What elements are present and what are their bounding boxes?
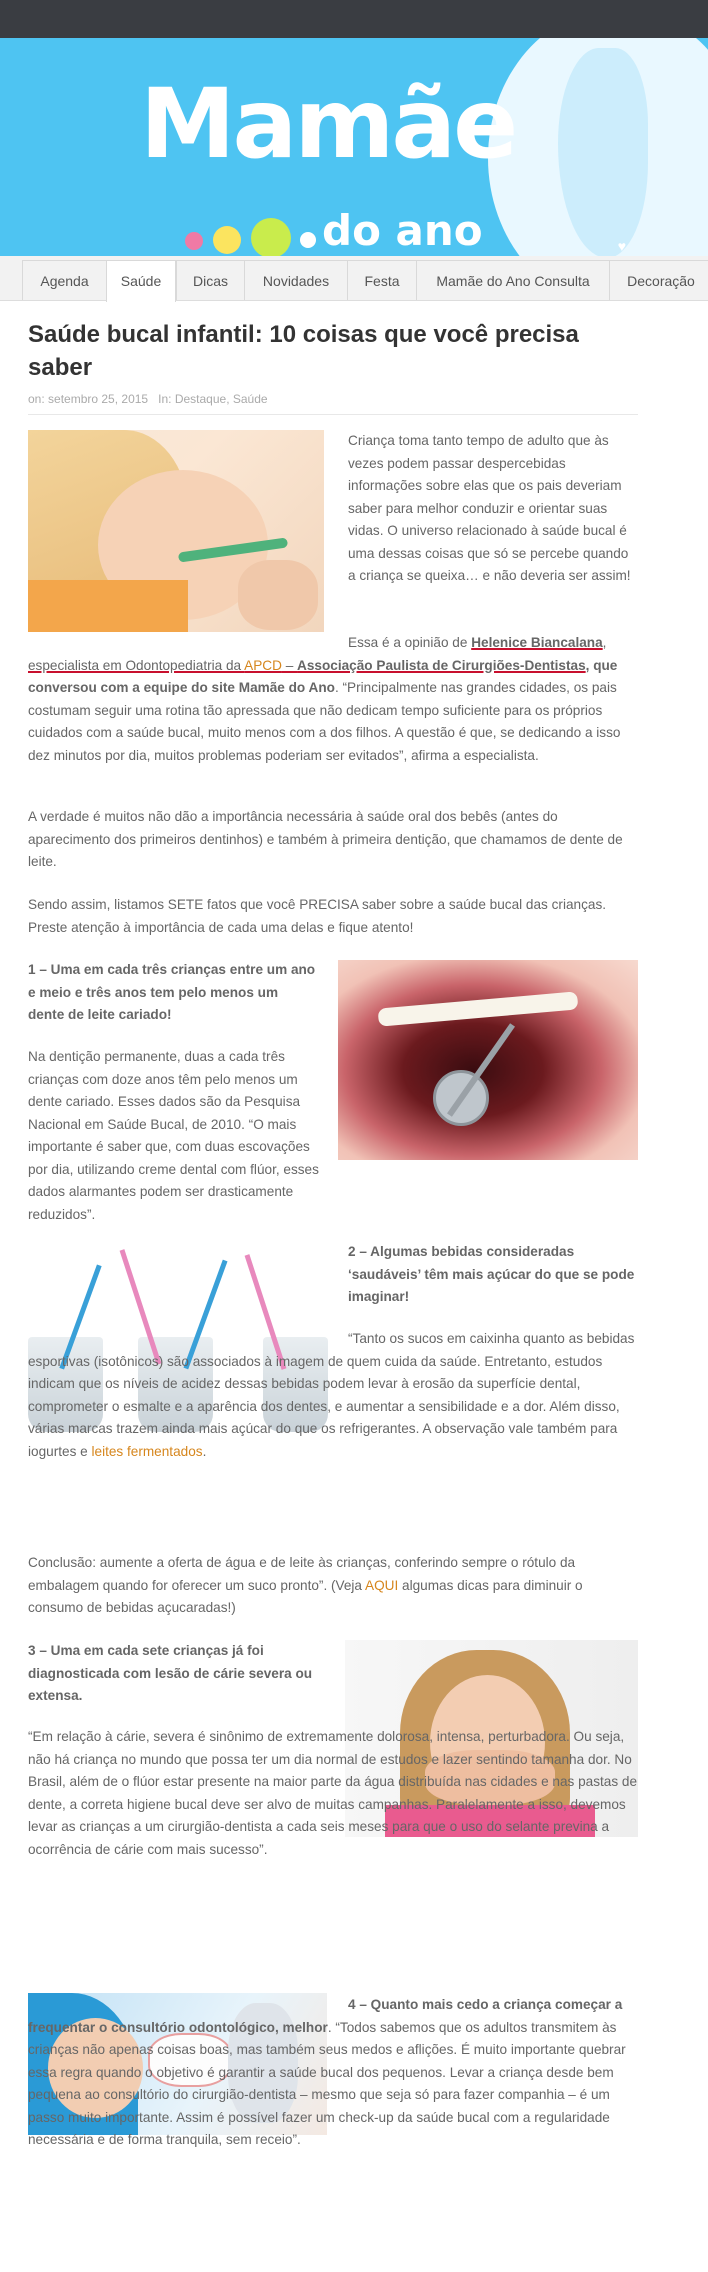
top-bar	[0, 0, 708, 38]
white-dot-icon	[300, 232, 316, 248]
nav-item-label: Decoração	[627, 273, 695, 289]
nav-item-mamae-do-ano-consulta[interactable]	[416, 260, 610, 300]
logo-title: Mamãe	[140, 68, 516, 180]
logo-subtitle: do ano	[322, 206, 483, 255]
specialist-name: Helenice Biancalana	[471, 635, 603, 650]
nav-item-novidades[interactable]	[244, 260, 348, 300]
child-brushing-teeth-image	[28, 430, 324, 632]
meta-in-label: In:	[158, 392, 172, 406]
intro-paragraph: Criança toma tanto tempo de adulto que às vezes podem passar despercebidas informações sobre elas que os pais deveriam saber para melhor conduzir e orientar suas vidas. O universo relacionado à saúde bucal é uma dessas coisas que só se percebe quando a criança se queixa… e não deveria ser assim!	[348, 433, 631, 583]
association-name: Associação Paulista de Cirurgiões-Dentistas	[297, 657, 586, 673]
nav-item-dicas[interactable]	[176, 260, 245, 300]
meta-separator: ,	[226, 392, 230, 406]
leites-fermentados-link[interactable]: leites fermentados	[91, 1443, 203, 1459]
nav-item-label: Festa	[364, 273, 400, 289]
s2-conc-a: Conclusão: aumente a oferta de água e de leite às crianças, conferindo sempre o rótulo da embalagem quando for oferecer um suco pronto”. (Veja	[28, 1555, 576, 1593]
p2-text-e: . “Principalmente nas grandes cidades, os pais costumam seguir uma rotina tão apressada que não dedicam tempo suficiente para os próprios cuidados com a saúde bucal, muito menos com a dos filhos. A questão é que, se dedicando a isso dez minutos por dia, muitos problemas poderiam ser evitados”, afirma a especialista.	[28, 680, 621, 763]
article-title: Saúde bucal infantil: 10 coisas que você precisa saber	[28, 321, 579, 381]
aqui-link[interactable]: AQUI	[365, 1577, 399, 1593]
nav-item-decoracao[interactable]	[609, 260, 708, 300]
p2-text-d: , que conversou com a equipe do site Mamãe do Ano	[28, 657, 618, 695]
paragraph-3: A verdade é muitos não dão a importância necessária à saúde oral dos bebês (antes do aparecimento dos primeiros dentinhos) e também à primeira dentição, que chamamos de dente de leite.	[28, 809, 623, 869]
meta-on-label: on:	[28, 392, 45, 406]
article-date: setembro 25, 2015	[48, 392, 149, 406]
category-link-saude[interactable]: Saúde	[232, 392, 268, 406]
site-header-banner[interactable]	[0, 38, 708, 256]
nav-item-label: Agenda	[40, 273, 89, 289]
section-4-body: . “Todos sabemos que os adultos transmitem às crianças não apenas coisas boas, mas também seus medos e aflições. É muito importante quebrar essa regra quando o objetivo é garantir a saúde bucal dos pequenos. Levar a criança desde bem pequena ao consultório do cirurgião-dentista – mesmo que seja só para fazer companhia – é um passo muito importante. Assim é possível fazer um check-up da saúde bucal com a regularidade necessária e de forma tranquila, sem receio”.	[28, 2019, 626, 2147]
p2-text-a: Essa é a opinião de	[348, 635, 472, 650]
section-2-heading: 2 – Algumas bebidas consideradas ‘saudáveis’ têm mais açúcar do que se pode imaginar!	[348, 1244, 635, 1304]
section-2-body	[28, 1328, 638, 1463]
title-divider	[28, 414, 638, 415]
section-4-paragraph	[28, 1994, 638, 2152]
section-3-body: “Em relação à cárie, severa é sinônimo de extremamente dolorosa, intensa, perturbadora. Ou seja, não há criança no mundo que possa ter um dia normal de estudos e lazer sentindo tamanha dor. No Brasil, além de o flúor estar presente na maior parte da água distribuída nas cidades e nas pastas de dente, a correta higiene bucal deve ser alvo de muitas campanhas. Paralelamente a isso, devemos levar as crianças a um cirurgião-dentista a cada seis meses para que o uso do selante previna a ocorrência de cárie com mais sucesso”.	[28, 1729, 638, 1857]
nav-item-agenda[interactable]	[22, 260, 107, 300]
section-1-body: Na dentição permanente, duas a cada três crianças com doze anos têm pelo menos um dente cariado. Esses dados são da Pesquisa Nacional em Saúde Bucal, de 2010. “O mais importante é saber que, com duas escovações por dia, utilizando creme dental com flúor, esses dados alarmantes podem ser drasticamente reduzidos”.	[28, 1049, 319, 1222]
specialist-paragraph	[28, 632, 638, 767]
nav-item-label: Novidades	[262, 273, 330, 289]
article-meta	[28, 392, 268, 406]
p2-text-c: –	[281, 657, 298, 673]
nav-item-label: Mamãe do Ano Consulta	[436, 273, 590, 289]
nav-item-label: Saúde	[120, 273, 162, 289]
main-navigation	[0, 256, 708, 301]
section-1-heading: 1 – Uma em cada três crianças entre um ano e meio e três anos tem pelo menos um dente de leite cariado!	[28, 962, 316, 1022]
section-2-conclusion	[28, 1552, 638, 1620]
dentist-mirror-mouth-image	[338, 960, 638, 1160]
paragraph-4: Sendo assim, listamos SETE fatos que você PRECISA saber sobre a saúde bucal das crianças. Preste atenção à importância de cada uma delas e fique atento!	[28, 897, 607, 935]
yellow-dot-icon	[213, 226, 241, 254]
green-dot-icon	[251, 218, 291, 256]
p2-text-b: , especialista em Odontopediatria da	[28, 635, 607, 673]
section-4-heading: 4 – Quanto mais cedo a criança começar a frequentar o consultório odontológico, melhor	[28, 1997, 623, 2035]
nav-item-saude[interactable]	[106, 260, 176, 302]
s2-conc-b: algumas dicas para diminuir o consumo de bebidas açucaradas!)	[28, 1577, 583, 1615]
category-link-destaque[interactable]: Destaque	[174, 392, 227, 406]
apcd-link[interactable]: APCD	[244, 657, 282, 673]
s2-body-b: .	[202, 1443, 207, 1459]
nav-item-label: Dicas	[192, 273, 228, 289]
s2-body-a: “Tanto os sucos em caixinha quanto as bebidas esportivas (isotônicos) são associados à imagem de quem cuida da saúde. Entretanto, estudos indicam que os níveis de acidez dessas bebidas podem levar à erosão da superfície dental, comprometer o esmalte e a aparência dos dentes, e aumentar a sensibilidade e a dor. Além disso, várias marcas trazem ainda mais açúcar do que os refrigerantes. A observação vale também para iogurtes e	[28, 1331, 635, 1459]
nav-item-festa[interactable]	[347, 260, 417, 300]
heart-icon: ♥	[617, 238, 626, 254]
section-3-heading: 3 – Uma em cada sete crianças já foi diagnosticada com lesão de cárie severa ou extensa.	[28, 1643, 313, 1703]
pink-dot-icon	[185, 232, 203, 250]
